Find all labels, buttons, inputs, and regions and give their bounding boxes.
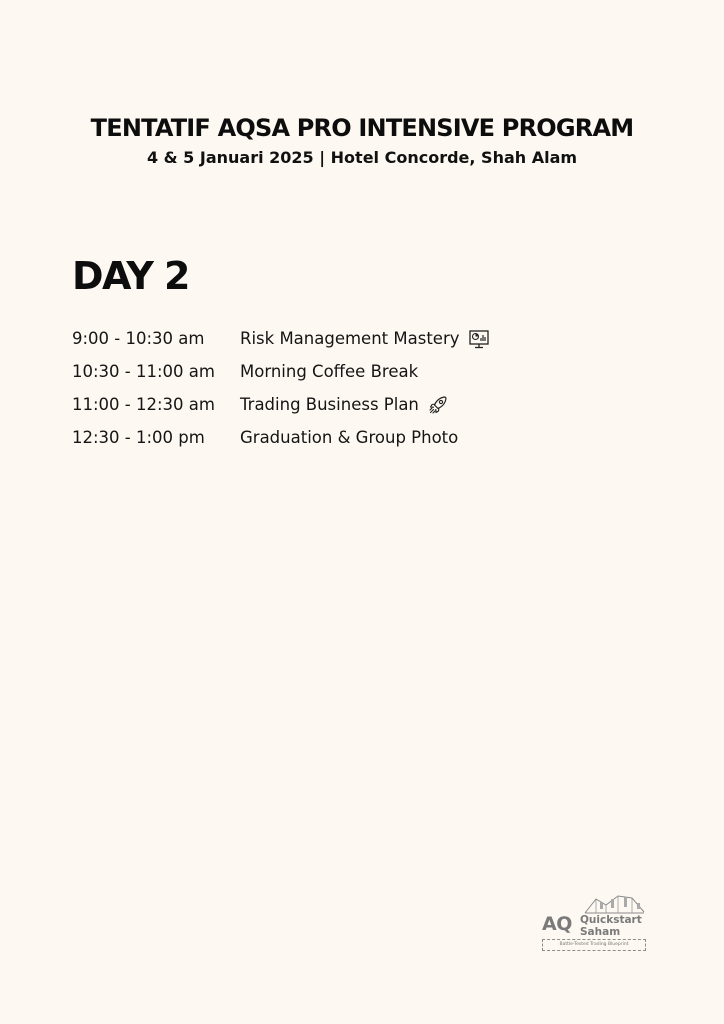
page-title: TENTATIF AQSA PRO INTENSIVE PROGRAM — [90, 114, 634, 142]
day-heading: DAY 2 — [72, 254, 190, 298]
session-title: Graduation & Group Photo — [240, 428, 459, 447]
presentation-chart-icon — [468, 328, 490, 350]
candlestick-chart-icon — [584, 893, 646, 915]
rocket-icon — [427, 394, 449, 416]
schedule-time: 11:00 - 12:30 am — [72, 395, 215, 414]
schedule-time: 12:30 - 1:00 pm — [72, 428, 205, 447]
schedule-session — [240, 428, 458, 447]
schedule-row — [72, 322, 632, 355]
session-title: Risk Management Mastery — [240, 329, 460, 348]
logo-tagline: Battle-Tested Trading Blueprint — [542, 939, 646, 951]
brand-logo — [540, 893, 648, 953]
schedule-row — [72, 421, 632, 454]
session-title: Morning Coffee Break — [240, 362, 419, 381]
schedule-row — [72, 388, 632, 421]
schedule-session — [240, 362, 418, 381]
schedule-time: 9:00 - 10:30 am — [72, 329, 205, 348]
session-title: Trading Business Plan — [240, 395, 419, 414]
schedule-time: 10:30 - 11:00 am — [72, 362, 215, 381]
logo-name-line1: Quickstart — [580, 914, 642, 926]
schedule-session — [240, 328, 490, 350]
page-header — [0, 112, 724, 170]
logo-mark: AQ — [542, 913, 572, 935]
logo-name-line2: Saham — [580, 926, 621, 938]
logo-name — [580, 914, 642, 938]
schedule-session — [240, 394, 449, 416]
schedule-list — [72, 322, 632, 454]
schedule-row — [72, 355, 632, 388]
page-subtitle: 4 & 5 Januari 2025 | Hotel Concorde, Shah Alam — [146, 148, 578, 167]
